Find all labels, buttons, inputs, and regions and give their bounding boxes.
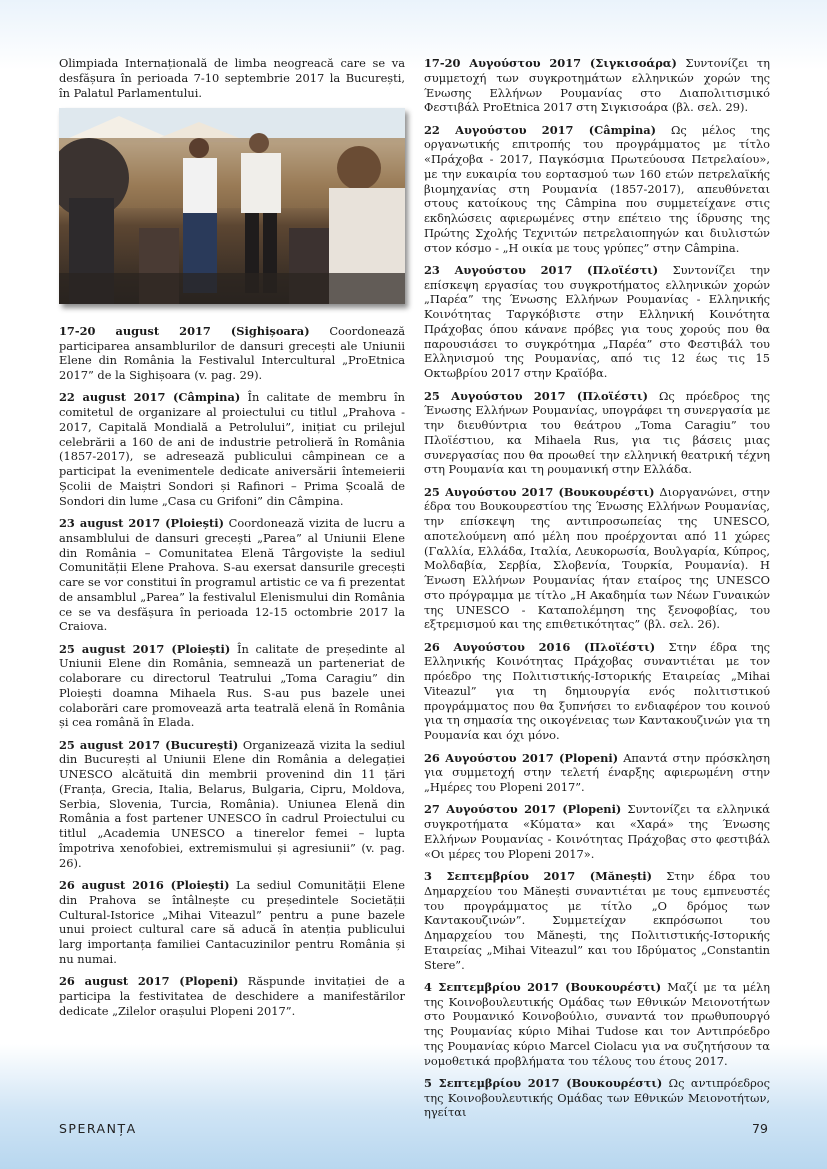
entry-paragraph [424, 56, 770, 115]
entry-text: Răspunde invitației de a participa la festivitatea de deschidere a manifestărilor dedicate „Zilelor orașului Plopeni 2017”. [59, 974, 405, 1018]
entry-paragraph [59, 738, 405, 871]
entry-text: Συντονίζει την επίσκεψη εργασίας του συγκροτήματος ελληνικών χορών „Παρέα” της Ένωσης Ελλήνων Ρουμανίας - Ελληνικής Κοινότητας Ταργκόβιστε στην Ελληνική Κοινότητα Πράχοβας όπου κάνανε πρόβες για τους χορούς που θα παρουσιάσει το συγκρότημα „Παρέα” στο Φεστιβάλ του Ελληνισμού της Ρουμανίας, από τις 12 έως τις 15 Οκτωβρίου 2017 στην Κραϊόβα. [424, 262, 771, 381]
entry-date-location: 23 Αυγούστου 2017 (Πλοϊέστι) [424, 262, 659, 277]
entry-text: Coordonează participarea ansamblurilor de dansuri grecești ale Uniunii Elene din România la Festivalul Intercultural „ProEtnica 2017” de la Sighișoara (v. pag. 29). [59, 323, 405, 383]
entry-text: Ως αντιπρόεδρος της Κοινοβουλευτικής Ομάδας των Εθνικών Μειονοτήτων, ηγείται [424, 1075, 771, 1120]
entry-date-location: 5 Σεπτεμβρίου 2017 (Βουκουρέστι) [424, 1075, 663, 1090]
entry-date-location: 25 august 2017 (București) [59, 737, 239, 752]
entry-text: Organizează vizita la sediul din București al Uniunii Elene din România a delegației UNESCO alcătuită din membrii provenind din 11 țări (Franța, Grecia, Italia, Belarus, Bulgaria, Cipru, Moldova, Serbia, Slovenia, Turcia, România). Uniunea Elenă din România a fost partener UNESCO în cadrul Proiectului cu titlul „Academia UNESCO a tinerelor femei – lupta împotriva xenofobiei, extremismului și agresiunii” (v. pag. 26). [59, 737, 405, 870]
entry-text: Στην έδρα της Ελληνικής Κοινότητας Πράχοβας συναντιέται με τον πρόεδρο της Πολιτιστικής-Ιστορικής Εταιρείας „Mihai Viteazul” για τη δημιουργία ενός πολιτιστικού προγράμματος που θα ξυπνήσει το ενδιαφέρον του κοινού για τη σημασία της οικογένειας των Καντακουζινών για τη Ρουμανία και όχι μόνο. [424, 639, 771, 743]
entry-text: În calitate de membru în comitetul de organizare al proiectului cu titlul „Prahova - 2017, Capitală Mondială a Petrolului”, inițiat cu prilejul celebrării a 160 de ani de industrie petrolieră în România (1857-2017), se adresează publicului câmpinean ce a participat la evenimentele dedicate aniversării întemeierii Școlii de Maiștri Sondori și Rafinori – Prima Școală de Sondori din lume „Casa cu Grifoni” din Câmpina. [59, 390, 406, 508]
entry-date-location: 26 Αυγούστου 2017 (Plopeni) [424, 750, 619, 765]
entry-text: Coordonează vizita de lucru a ansamblului de dansuri grecești „Parea” al Uniunii Elene din România – Comunitatea Elenă Târgoviște la sediul Comunității Elene Prahova. S-au exersat dansurile grecești care se vor constitui în programul artistic ce va fi prezentat de ansamblul „Parea” la festivalul Elenismului din România ce se va desfășura în perioada 12-15 octombrie 2017 la Craiova. [59, 516, 405, 634]
footer-brand: SPERANȚA [59, 1121, 137, 1136]
right-entries [424, 56, 770, 1120]
entry-paragraph [424, 751, 770, 795]
entry-date-location: 25 Αυγούστου 2017 (Πλοϊέστι) [424, 388, 648, 403]
entry-paragraph [424, 389, 770, 478]
entry-text: Συντονίζει τα ελληνικά συγκροτήματα «Κύματα» και «Χαρά» της Ένωσης Ελλήνων Ρουμανίας - Κοινότητας Πράχοβας στο φεστιβάλ «Οι μέρες του Plopeni 2017». [424, 802, 770, 861]
entry-paragraph [424, 869, 770, 972]
entry-date-location: 17-20 Αυγούστου 2017 (Σιγκισοάρα) [424, 56, 677, 70]
entry-text: Διοργανώνει, στην έδρα του Βουκουρεστίου της Ένωσης Ελλήνων Ρουμανίας, την επίσκεψη της αντιπροσωπείας της UNESCO, αποτελούμενη από μέλη που προέρχονται από 11 χώρες (Γαλλία, Ελλάδα, Ιταλία, Λευκορωσία, Βουλγαρία, Κύπρος, Μολδαβία, Σερβία, Σλοβενία, Τουρκία, Ρουμανία). Η Ένωση Ελλήνων Ρουμανίας ήταν εταίρος της UNESCO στο πρόγραμμα με τίτλο „Η Ακαδημία των Νέων Γυναικών της UNESCO - Καταπολέμηση της ξενοφοβίας, του εξτρεμισμού και της επιθετικότητας” (βλ. σελ. 26). [424, 484, 770, 632]
entry-text: Ως μέλος της οργανωτικής επιτροπής του προγράμματος με τίτλο «Πράχοβα - 2017, Παγκόσμια Πρωτεύουσα Πετρελαίου», με την ευκαιρία του εορτασμού των 160 ετών πετρελαϊκής βιομηχανίας στη Ρουμανία (1857-2017), απευθύνεται στους κατοίκους της Câmpina που συμμετείχανε στις εκδηλώσεις αφιερωμένες στην επέτειο της ίδρυσης της Πρώτης Σχολής Τεχνιτών πετρελαιοπηγών και διυλιστών στον κόσμο - „Η οικία με τους γρύπες” στην Câmpina. [424, 122, 770, 255]
right-column [424, 56, 770, 1128]
left-column [59, 56, 405, 1026]
entry-text: Στην έδρα του Δημαρχείου του Mănești συναντιέται με τους εμπνευστές του προγράμματος με τίτλο „Ο δρόμος των Καντακουζινών”. Συμμετείχαν εκπρόσωποι του Δημαρχείου του Mănești, της Πολιτιστικής-Ιστορικής Εταιρείας „Mihai Viteazul” και του Ιδρύματος „Constantin Stere”. [424, 869, 771, 972]
entry-date-location: 3 Σεπτεμβρίου 2017 (Mănești) [424, 869, 653, 883]
entry-date-location: 22 Αυγούστου 2017 (Câmpina) [424, 122, 657, 137]
festival-photo [59, 108, 405, 304]
entry-paragraph [59, 516, 405, 634]
entry-date-location: 26 Αυγούστου 2016 (Πλοϊέστι) [424, 639, 656, 654]
intro-paragraph: Olimpiada Internațională de limba neogreacă care se va desfășura în perioada 7-10 septembrie 2017 la București, în Palatul Parlamentului. [59, 56, 405, 100]
entry-text: Απαντά στην πρόσκληση για συμμετοχή στην τελετή έναρξης αφιερωμένη στην „Ημέρες του Plopeni 2017”. [424, 750, 770, 795]
entry-paragraph [59, 974, 405, 1018]
entry-paragraph [424, 640, 770, 743]
entry-paragraph [59, 878, 405, 967]
entry-paragraph [424, 1076, 770, 1120]
entry-paragraph [59, 324, 405, 383]
entry-date-location: 4 Σεπτεμβρίου 2017 (Βουκουρέστι) [424, 979, 662, 994]
entry-paragraph [424, 485, 770, 633]
entry-date-location: 23 august 2017 (Ploiești) [59, 516, 224, 531]
entry-text: Μαζί με τα μέλη της Κοινοβουλευτικής Ομάδας των Εθνικών Μειονοτήτων στο Ρουμανικό Κοινοβούλιο, συναντά τον πρωθυπουργό της Ρουμανίας κύριο Mihai Tudose και τον Αντιπρόεδρο της Ρουμανίας κύριο Marcel Ciolacu για να συζητήσουν τα νομοθετικά προβλήματα του τέλους του έτους 2017. [424, 979, 771, 1068]
entry-paragraph [424, 123, 770, 256]
entry-paragraph [59, 390, 405, 508]
entry-date-location: 22 august 2017 (Câmpina) [59, 390, 241, 405]
entry-paragraph [424, 263, 770, 381]
entry-date-location: 26 august 2016 (Ploiești) [59, 878, 230, 893]
entry-date-location: 25 august 2017 (Ploiești) [59, 641, 231, 656]
entry-date-location: 17-20 august 2017 (Sighișoara) [59, 323, 310, 338]
page-number: 79 [752, 1121, 768, 1136]
entry-text: Συντονίζει τη συμμετοχή των συγκροτημάτων ελληνικών χορών της Ένωσης Ελλήνων Ρουμανίας στο Διαπολιτισμικό Φεστιβάλ ProEtnica 2017 στη Σιγκισοάρα (βλ. σελ. 29). [424, 56, 770, 115]
entry-text: La sediul Comunității Elene din Prahova se întâlnește cu președintele Societății Cultural-Istorice „Mihai Viteazul” pentru a pune bazele unui proiect cultural care să aducă în atenția publicului larg importanța familiei Cantacuzinilor pentru România și nu numai. [59, 878, 405, 966]
entry-date-location: 25 Αυγούστου 2017 (Βουκουρέστι) [424, 484, 655, 499]
entry-text: Ως πρόεδρος της Ένωσης Ελλήνων Ρουμανίας, υπογράφει τη συνεργασία με την διευθύντρια του θεάτρου „Toma Caragiu” του Πλοϊέστιου, κα Mihaela Rus, για τις βάσεις μιας συνεργασίας που θα προωθεί την ελληνική θεατρική τέχνη στη Ρουμανία και τη ρουμανική στην Ελλάδα. [424, 388, 770, 477]
festival-photo-illustration [59, 108, 405, 304]
entry-paragraph [424, 980, 770, 1069]
entry-paragraph [424, 802, 770, 861]
entry-paragraph [59, 642, 405, 731]
entry-text: În calitate de președinte al Uniunii Elene din România, semnează un parteneriat de colaborare cu directorul Teatrului „Toma Caragiu” din Ploiești doamna Mihaela Rus. S-au pus bazele unei colaborări care promovează arta teatrală elenă în România și cea română în Elada. [59, 641, 405, 730]
entry-date-location: 27 Αυγούστου 2017 (Plopeni) [424, 802, 622, 817]
left-entries [59, 324, 405, 1019]
entry-date-location: 26 august 2017 (Plopeni) [59, 974, 239, 989]
